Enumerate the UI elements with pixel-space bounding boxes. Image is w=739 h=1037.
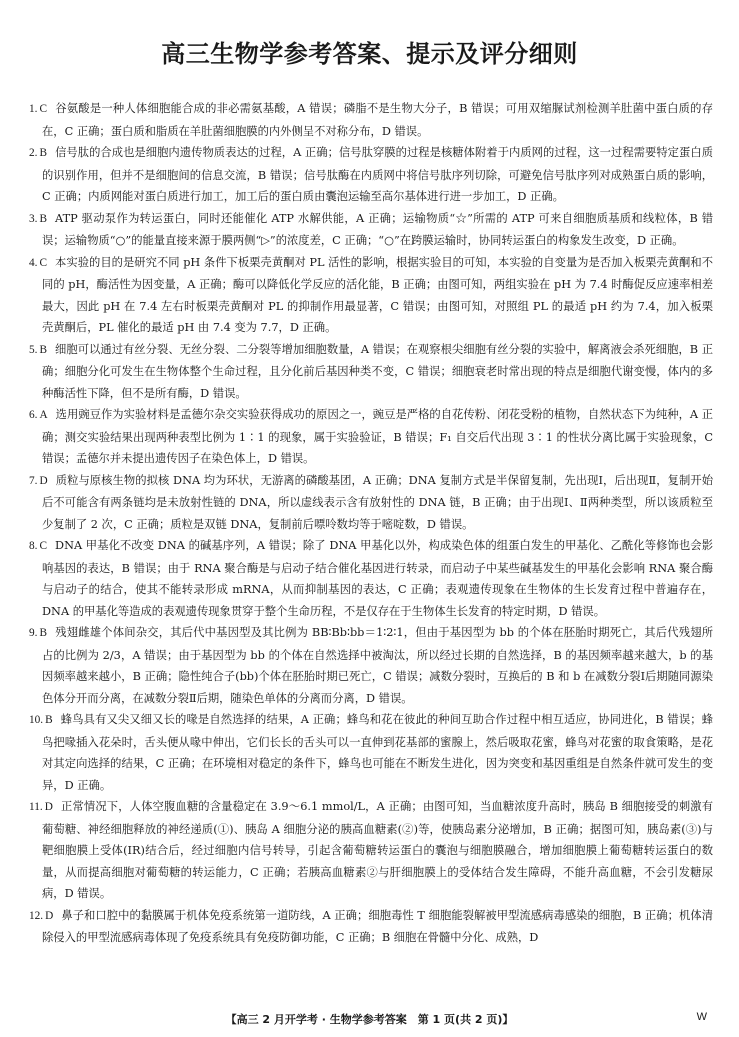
question-number: 4. [29,256,38,269]
answer-item [29,98,713,142]
answer-item [29,622,713,709]
question-number: 5. [29,343,38,356]
page-title: 高三生物学参考答案、提示及评分细则 [161,40,578,68]
question-number: 8. [29,540,38,552]
answer-letter: B [45,714,53,726]
answer-letter: C [39,103,48,115]
answer-item [29,709,713,796]
question-number: 7. [29,474,38,487]
answer-letter: C [39,256,48,269]
explanation-text: 蜂鸟具有又尖又细又长的喙是自然选择的结果，A 正确；蜂鸟和花在彼此的种间互助合作过程中相互适应，协同进化，B 错误；蜂鸟把喙插入花朵时，舌头便从喙中伸出，它们长长的舌头可以一直伸到花基部的蜜腺上，然后吸取花蜜，蜂鸟对花蜜的取食策略，是花对其定向选择的结果，C 正确；在环境相对稳定的条件下，蜂鸟也可能在不断发生进化，因为突变和基因重组是自然条件就可发生的变异，D 正确。 [42,713,713,792]
explanation-text: DNA 甲基化不改变 DNA 的碱基序列，A 错误；除了 DNA 甲基化以外，构成染色体的组蛋白发生的甲基化、乙酰化等修饰也会影响基因的表达，B 错误；由于 RNA 聚合酶是与启动子结合催化基因进行转录，而启动子中某些碱基发生的甲基化会影响 RNA 聚合酶与启动子的结合，使其不能转录形成 mRNA，从而抑制基因的表达，C 正确；表观遗传现象在生物体的生长发育过程中普遍存在，DNA 的甲基化等造成的表观遗传现象贯穿于整个生命历程，不是仅存在于生物体生长发育的特定时期，D 错误。 [42,539,713,618]
question-number: 2. [29,147,38,159]
answer-item [29,404,713,470]
explanation-text: 鼻子和口腔中的黏膜属于机体免疫系统第一道防线，A 正确；细胞毒性 T 细胞能裂解被甲型流感病毒感染的细胞，B 正确；机体清除侵入的甲型流感病毒体现了免疫系统具有免疫防御功能，C 正确；B 细胞在骨髓中分化、成熟，D [42,908,713,944]
answer-letter: D [44,801,53,813]
answer-letter: B [39,627,48,639]
explanation-text: 谷氨酸是一种人体细胞能合成的非必需氨基酸，A 错误；磷脂不是生物大分子，B 错误；可用双缩脲试剂检测羊肚菌中蛋白质的存在，C 正确；蛋白质和脂质在羊肚菌细胞膜的内外侧呈不对称分布，D 错误。 [42,102,713,138]
explanation-text: 残翅雌雄个体间杂交，其后代中基因型及其比例为 BB∶Bb∶bb＝1∶2∶1，但由于基因型为 bb 的个体在胚胎时期死亡，其后代残翅所占的比例为 2/3，A 错误；由于基因型为 bb 的个体在自然选择中被淘汰，所以经过长期的自然选择，B 的基因频率越来越大，b 的基因频率越来越小，B 正确；隐性纯合子(bb)个体在胚胎时期已死亡，C 错误；减数分裂时，互换后的 B 和 b 在减数分裂Ⅰ后期随同源染色体分开而分离，在减数分裂Ⅱ后期，随染色单体的分离而分离，D 错误。 [42,626,713,705]
question-number: 9. [29,627,38,639]
question-number: 1. [29,103,38,115]
explanation-text: 细胞可以通过有丝分裂、无丝分裂、二分裂等增加细胞数量，A 错误；在观察根尖细胞有丝分裂的实验中，解离液会杀死细胞，B 正确；细胞分化可发生在生物体整个生命过程，且分化前后基因种类不变，C 错误；细胞衰老时常出现的特点是细胞代谢变慢，体内的多种酶活性下降，但不是所有酶，D 错误。 [42,342,713,400]
answer-item [29,796,713,905]
answer-item [29,208,713,252]
explanation-text: ATP 驱动泵作为转运蛋白，同时还能催化 ATP 水解供能，A 正确；运输物质“☆”所需的 ATP 可来自细胞质基质和线粒体，B 错误；运输物质“○”的能量直接来源于膜两侧“▷”的浓度差，C 正确；“○”在跨膜运输时，协同转运蛋白的构象发生改变，D 正确。 [42,211,713,247]
answer-letter: D [39,474,48,487]
answer-letter: B [39,212,48,225]
answer-item [29,339,713,405]
explanation-text: 信号肽的合成也是细胞内遗传物质表达的过程，A 正确；信号肽穿膜的过程是核糖体附着于内质网的过程，这一过程需要特定蛋白质的识别作用，但并不是细胞间的信息交流，B 错误；信号肽酶在内质网中将信号肽序列切除，可避免信号肽序列对成熟蛋白质的影响，C 正确；内质网能对蛋白质进行加工，加工后的蛋白质由囊泡运输至高尔基体进行进一步加工，D 正确。 [42,146,713,203]
question-number: 10. [29,714,44,726]
answer-item [29,252,713,339]
answer-letter: B [39,343,48,356]
answer-list [29,98,713,988]
answer-letter: D [45,909,54,922]
explanation-text: 正常情况下，人体空腹血糖的含量稳定在 3.9～6.1 mmol/L，A 正确；由图可知，当血糖浓度升高时，胰岛 B 细胞接受的刺激有葡萄糖、神经细胞释放的神经递质(①)、胰岛 A 细胞分泌的胰高血糖素(②)等，使胰岛素分泌增加，B 正确；据图可知，胰岛素(③)与靶细胞膜上受体(IR)结合后，经过细胞内信号转导，引起含葡萄糖转运蛋白的囊泡与细胞膜融合，增加细胞膜上葡萄糖转运蛋白的数量，从而提高细胞对葡萄糖的转运能力，C 正确；若胰高血糖素②与肝细胞膜上的受体结合发生障碍，不能升高血糖，不会引发糖尿病，D 错误。 [42,800,713,900]
question-number: 6. [29,409,38,421]
answer-item [29,470,713,536]
answer-item [29,905,713,949]
question-number: 11. [29,801,43,813]
answer-item [29,142,713,208]
page-footer: 【高三 2 月开学考 · 生物学参考答案 第 1 页(共 2 页)】 [225,1013,514,1026]
question-number: 3. [29,212,38,225]
answer-letter: B [39,147,48,159]
explanation-text: 本实验的目的是研究不同 pH 条件下板栗壳黄酮对 PL 活性的影响，根据实验目的可知，本实验的自变量为是否加入板栗壳黄酮和不同的 pH，酶活性为因变量，A 正确；酶可以降低化学反应的活化能，B 正确；由图可知，两组实验在 pH 为 7.4 时酶促反应速率相差最大，因此 pH 在 7.4 左右时板栗壳黄酮对 PL 的抑制作用最显著，C 错误；由图可知，对照组 PL 的最适 pH 约为 7.4，加入板栗壳黄酮后，PL 催化的最适 pH 由 7.4 变为 7.7，D 正确。 [42,255,713,334]
explanation-text: 选用豌豆作为实验材料是孟德尔杂交实验获得成功的原因之一，豌豆是严格的自花传粉、闭花受粉的植物，自然状态下为纯种，A 正确；测交实验结果出现两种表型比例为 1∶1 的现象，属于实验验证，B 错误；F₁ 自交后代出现 3∶1 的性状分离比属于实验现象，C 错误；孟德尔并未提出遗传因子在染色体上，D 错误。 [42,408,713,465]
answer-letter: C [39,540,48,552]
answer-letter: A [39,409,48,421]
explanation-text: 质粒与原核生物的拟核 DNA 均为环状，无游离的磷酸基团，A 正确；DNA 复制方式是半保留复制，先出现Ⅰ，后出现Ⅱ，复制开始后不可能含有两条链均是未放射性链的 DNA，所以虚线表示含有放射性的 DNA 链，B 正确；由于出现Ⅰ、Ⅱ两种类型，所以该质粒至少复制了 2 次，C 正确；质粒是双链 DNA，复制前后嘌呤数均等于嘧啶数，D 错误。 [42,473,713,531]
question-number: 12. [29,909,44,922]
answer-item [29,535,713,622]
footer-mark: W [696,1011,707,1023]
